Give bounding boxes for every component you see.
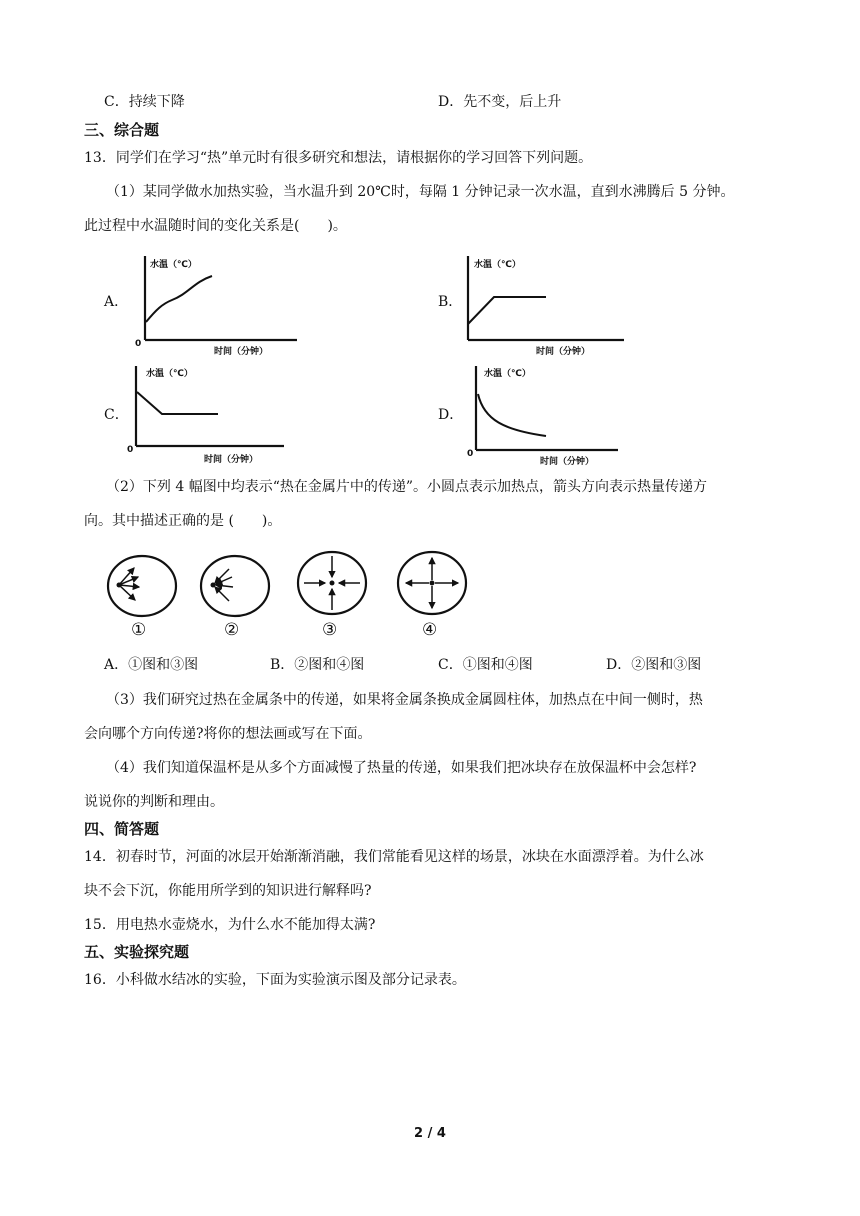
diagram-number-4: ④ [422,620,438,640]
graph-a [132,254,312,356]
graph-option-d-label: D． [438,407,464,423]
page-number: 2 / 4 [414,1126,446,1141]
q15-text: 15．用电热水壶烧水，为什么水不能加得太满? [84,917,376,933]
heat-diagram-3 [296,550,368,620]
graph-a-curve [146,276,212,322]
graph-d-ylabel: 水温（℃） [484,369,531,379]
graph-d-origin: 0 [467,449,474,459]
graph-a-xlabel: 时间（分钟） [214,347,269,357]
diagram-number-3: ③ [322,620,338,640]
section-heading-5: 五、实验探究题 [84,943,190,961]
q13-part1-line2: 此过程中水温随时间的变化关系是( )。 [84,218,347,234]
q13-part2-option-d: D．②图和③图 [606,657,702,673]
graph-d-xlabel: 时间（分钟） [540,457,595,467]
graph-option-b-label: B． [438,294,463,310]
q13-part2-option-c: C．①图和④图 [438,657,533,673]
graph-a-origin: 0 [135,339,142,349]
graph-c-ylabel: 水温（℃） [146,369,193,379]
graph-c [128,364,308,466]
graph-d [464,364,644,466]
q13-part2-line1: （2）下列 4 幅图中均表示“热在金属片中的传递”。小圆点表示加热点，箭头方向表示热量传递方 [106,479,708,495]
q13-part3-line2: 会向哪个方向传递?将你的想法画或写在下面。 [84,726,372,742]
heat-diagram-2 [199,554,271,622]
section-heading-3: 三、综合题 [84,121,160,139]
graph-option-a-label: A． [104,294,129,310]
diagram-number-1: ① [131,620,147,640]
graph-b-ylabel: 水温（℃） [474,260,521,270]
graph-c-origin: 0 [127,445,134,455]
section-heading-4: 四、简答题 [84,820,160,838]
q13-stem: 13．同学们在学习“热”单元时有很多研究和想法，请根据你的学习回答下列问题。 [84,150,593,166]
q13-part2-option-b: B．②图和④图 [270,657,365,673]
q13-part2-option-a: A．①图和③图 [104,657,199,673]
heat-diagram-4 [396,550,468,620]
q13-part1-line1: （1）某同学做水加热实验，当水温升到 20℃时，每隔 1 分钟记录一次水温，直到水沸腾后 5 分钟。 [106,184,735,200]
graph-option-c-label: C． [104,407,129,423]
graph-b [464,254,644,356]
q13-part3-line1: （3）我们研究过热在金属条中的传递，如果将金属条换成金属圆柱体，加热点在中间一侧时，热 [106,692,703,708]
graph-b-line [468,297,546,324]
q16-text: 16．小科做水结冰的实验，下面为实验演示图及部分记录表。 [84,972,466,988]
graph-b-xlabel: 时间（分钟） [536,347,591,357]
graph-a-ylabel: 水温（℃） [150,260,197,270]
q13-part4-line2: 说说你的判断和理由。 [84,794,224,810]
q12-option-c: C．持续下降 [104,94,185,110]
q14-line2: 块不会下沉，你能用所学到的知识进行解释吗? [84,883,372,899]
graph-c-line [137,392,218,414]
q12-option-d: D．先不变，后上升 [438,94,562,110]
q13-part4-line1: （4）我们知道保温杯是从多个方面减慢了热量的传递，如果我们把冰块存在放保温杯中会怎样? [106,760,697,776]
q14-line1: 14．初春时节，河面的冰层开始渐渐消融，我们常能看见这样的场景，冰块在水面漂浮着。为什么冰 [84,849,704,865]
graph-c-xlabel: 时间（分钟） [204,455,259,465]
graph-d-curve [478,394,546,436]
diagram-number-2: ② [224,620,240,640]
heat-diagram-1 [106,554,178,622]
q13-part2-line2: 向。其中描述正确的是 ( )。 [84,513,282,529]
